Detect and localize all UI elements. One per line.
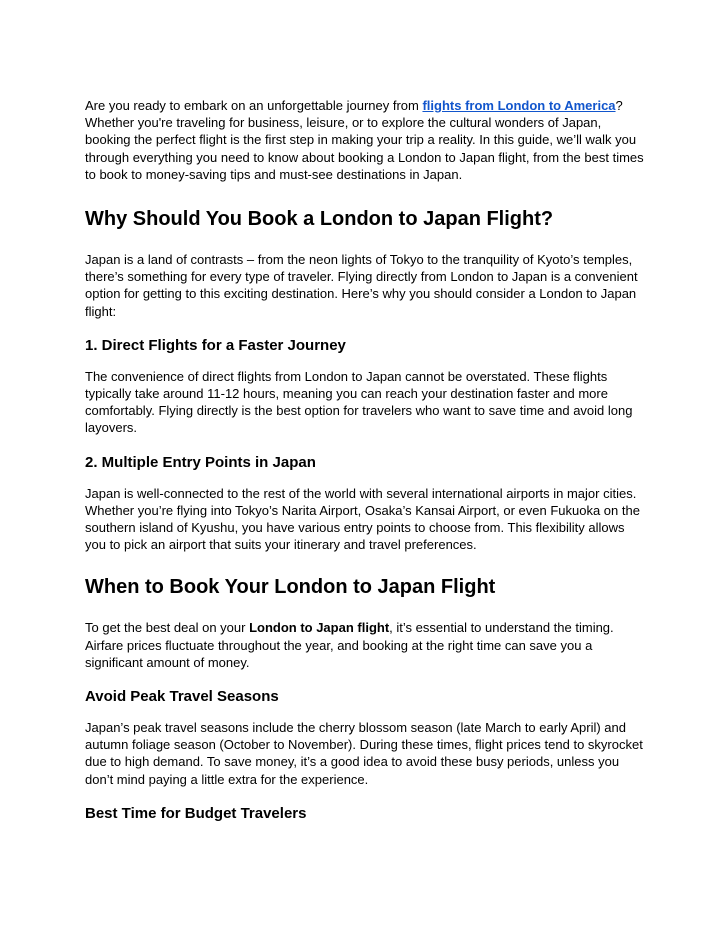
subheading-direct-flights: 1. Direct Flights for a Faster Journey xyxy=(85,336,346,354)
document-body xyxy=(85,97,645,824)
paragraph-entry-points: Japan is well-connected to the rest of the world with several international airports in major cities. Whether you’re flying into Tokyo’s Narita Airport, Osaka’s Kansai Airport, or even Fukuoka on the southern island of Kyushu, you have various entry points to choose from. This flexibility allows you to pick an airport that suits your itinerary and travel preferences. xyxy=(85,485,640,553)
section-paragraph-why-book: Japan is a land of contrasts – from the neon lights of Tokyo to the tranquility of Kyoto’s temples, there’s something for every type of traveler. Flying directly from London to Japan is a convenient option for getting to this exciting destination. Here’s why you should consider a London to Japan flight: xyxy=(85,252,638,319)
subheading-entry-points: 2. Multiple Entry Points in Japan xyxy=(85,453,316,471)
subheading-budget-travelers: Best Time for Budget Travelers xyxy=(85,804,307,822)
section-heading-why-book: Why Should You Book a London to Japan Flight? xyxy=(85,208,554,231)
flights-london-america-link[interactable]: flights from London to America xyxy=(422,98,616,113)
timing-text-end: , it’s essential to understand the timing. Airfare prices fluctuate throughout the year, and booking at the right time can save you a significant amount of money. xyxy=(85,620,614,670)
timing-text-start: To get the best deal on your xyxy=(85,620,250,636)
intro-text-start: Are you ready to embark on an unforgettable journey from xyxy=(85,98,423,113)
intro-text-end: ? Whether you're traveling for business, leisure, or to explore the cultural wonders of Japan, booking the perfect flight is the first step in making your trip a reality. In this guide, we’ll walk you through everything you need to know about booking a London to Japan flight, from the best times to book to money-saving tips and must-see destinations in Japan. xyxy=(85,98,644,182)
subheading-peak-seasons: Avoid Peak Travel Seasons xyxy=(85,688,279,706)
paragraph-direct-flights: The convenience of direct flights from London to Japan cannot be overstated. These flights typically take around 11-12 hours, meaning you can reach your destination faster and more comfortably. Flying directly is the best option for travelers who want to save time and avoid long layovers. xyxy=(85,368,633,436)
bold-london-japan-flight: London to Japan flight xyxy=(249,620,390,636)
section-paragraph-when-to-book xyxy=(85,619,645,671)
intro-paragraph xyxy=(85,97,645,183)
paragraph-peak-seasons: Japan’s peak travel seasons include the cherry blossom season (late March to early April) and autumn foliage season (October to November). During these times, flight prices tend to skyrocket due to high demand. To save money, it’s a good idea to avoid these busy periods, unless you don’t mind paying a little extra for the experience. xyxy=(85,720,643,787)
section-heading-when-to-book: When to Book Your London to Japan Flight xyxy=(85,576,496,599)
